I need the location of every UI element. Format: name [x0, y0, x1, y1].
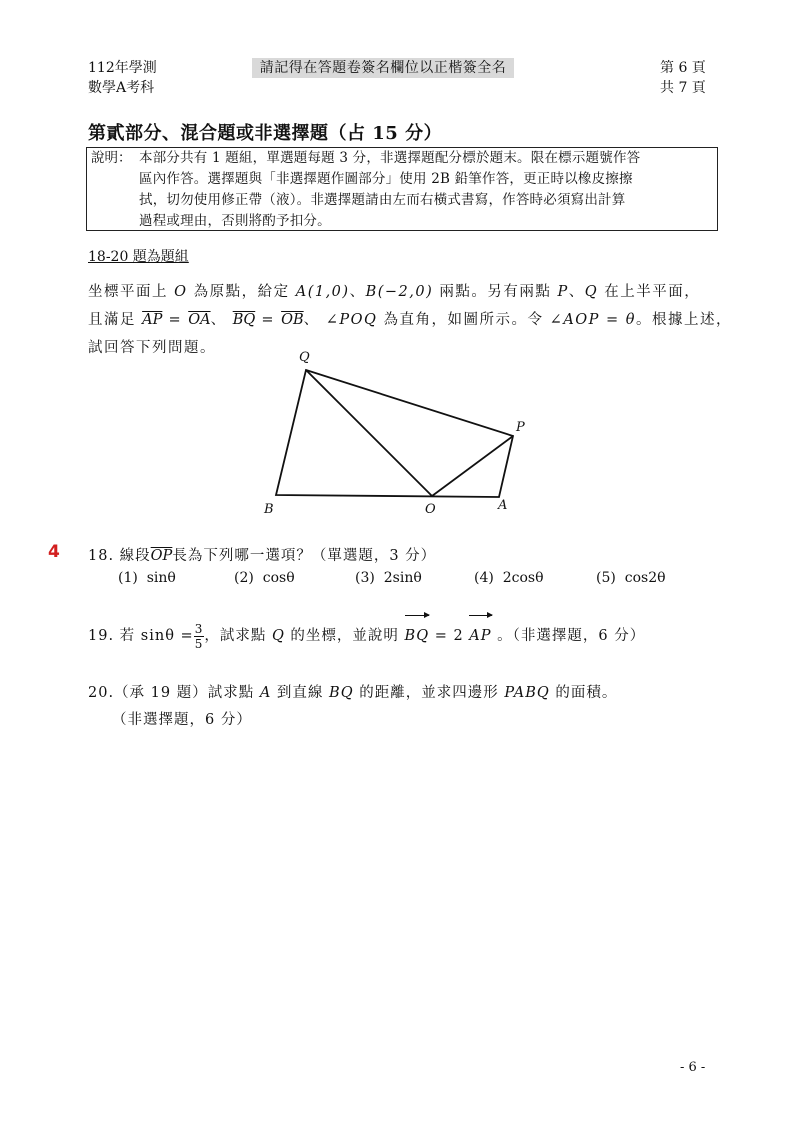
text: 長為下列哪一選項？（單選題，3 分） [172, 548, 437, 564]
text: 的坐標，並說明 [284, 628, 405, 644]
instructions-box [86, 147, 718, 231]
point-b: B(−2,0) [365, 284, 434, 300]
numerator: 3 [194, 621, 204, 636]
instructions-label: 說明： [91, 150, 132, 166]
option-2 [234, 570, 295, 586]
segment-ap: $\overline{AP}$ [142, 312, 163, 328]
point-q: Q [271, 628, 285, 644]
instruction-line: 過程或理由，否則將酌予扣分。 [139, 213, 331, 229]
option-number: (3) [355, 570, 375, 586]
quadrilateral-name: PABQ [504, 685, 550, 701]
text: 、 [210, 312, 233, 328]
label-q: Q [299, 350, 310, 365]
label-a: A [498, 498, 508, 513]
segment-oq [306, 370, 432, 496]
question-19 [88, 618, 645, 654]
section-title: 第貳部分、混合題或非選擇題（占 15 分） [88, 123, 443, 144]
subject-title: 數學A考科 [88, 80, 155, 96]
option-4 [474, 570, 544, 586]
vector-ap: AP [469, 618, 491, 654]
option-text: sinθ [146, 570, 176, 586]
option-number: (1) [118, 570, 138, 586]
stem-line-1 [88, 280, 700, 301]
segment-bq: $\overline{BQ}$ [232, 312, 256, 328]
text: 到直線 [271, 685, 330, 701]
text: 、 [349, 284, 366, 300]
text: 20.（承 19 題）試求點 [88, 685, 260, 701]
instruction-line: 拭，切勿使用修正帶（液）。非選擇題請由左而右橫式書寫，作答時必須寫出計算 [139, 192, 626, 208]
text: 。根據上述， [636, 312, 733, 328]
quadrilateral-pabq [276, 370, 513, 497]
instruction-line: 區內作答。選擇題與「非選擇題作圖部分」使用 2B 鉛筆作答，更正時以橡皮擦擦 [139, 171, 633, 187]
segment-op: $\overline{OP}$ [150, 548, 173, 564]
fraction-3-5 [194, 622, 205, 651]
denominator: 5 [194, 636, 204, 651]
point-p: P [557, 284, 569, 300]
label-o: O [425, 502, 436, 517]
text: 的面積。 [549, 685, 618, 701]
question-20 [88, 681, 617, 702]
text: 。（非選擇題，6 分） [491, 628, 646, 644]
segment-oa: $\overline{OA}$ [188, 312, 211, 328]
text: = [255, 312, 282, 328]
instruction-line: 本部分共有 1 題組，單選題每題 3 分，非選擇題配分標於題末。限在標示題號作答 [139, 150, 641, 166]
question-20-score: （非選擇題，6 分） [112, 712, 252, 728]
text: 兩點。另有兩點 [433, 284, 558, 300]
angle-aop: ∠AOP = θ [549, 312, 637, 328]
option-number: (5) [596, 570, 616, 586]
text: 18. 線段 [88, 548, 151, 564]
page-label: 第 6 頁 [660, 60, 706, 76]
exam-title: 112年學測 [88, 60, 157, 76]
vector-bq: BQ [405, 618, 430, 654]
stem-line-2 [88, 308, 732, 329]
option-text: cosθ [262, 570, 295, 586]
segment-ob: $\overline{OB}$ [281, 312, 304, 328]
question-18 [88, 544, 436, 565]
text: 為原點，給定 [187, 284, 296, 300]
option-1 [118, 570, 176, 586]
page-number: - 6 - [680, 1060, 706, 1075]
point-a: A(1,0) [295, 284, 350, 300]
text: 、 [303, 312, 326, 328]
option-number: (4) [474, 570, 494, 586]
total-pages-label: 共 7 頁 [660, 80, 706, 96]
text: 在上半平面， [598, 284, 701, 300]
point-o: O [174, 284, 188, 300]
stem-line-3: 試回答下列問題。 [88, 340, 216, 356]
point-a: A [259, 685, 272, 701]
text: 的距離，並求四邊形 [353, 685, 505, 701]
angle-poq: ∠POQ [325, 312, 378, 328]
text: = 2 [429, 628, 470, 644]
group-title: 18-20 題為題組 [88, 249, 189, 265]
option-text: cos2θ [624, 570, 666, 586]
option-3 [355, 570, 422, 586]
text: 、 [568, 284, 585, 300]
option-text: 2sinθ [383, 570, 422, 586]
text: = [162, 312, 189, 328]
text: 19. 若 sinθ = [88, 628, 194, 644]
line-bq: BQ [329, 685, 354, 701]
option-5 [596, 570, 666, 586]
point-q: Q [584, 284, 599, 300]
text: 坐標平面上 [88, 284, 175, 300]
signature-notice: 請記得在答題卷簽名欄位以正楷簽全名 [252, 58, 514, 78]
option-number: (2) [234, 570, 254, 586]
geometry-figure [250, 345, 540, 525]
label-p: P [516, 420, 525, 435]
option-text: 2cosθ [502, 570, 544, 586]
score-mark: 4 [48, 542, 60, 562]
text: 為直角，如圖所示。令 [377, 312, 550, 328]
text: 且滿足 [88, 312, 143, 328]
text: ，試求點 [204, 628, 272, 644]
label-b: B [264, 502, 274, 517]
